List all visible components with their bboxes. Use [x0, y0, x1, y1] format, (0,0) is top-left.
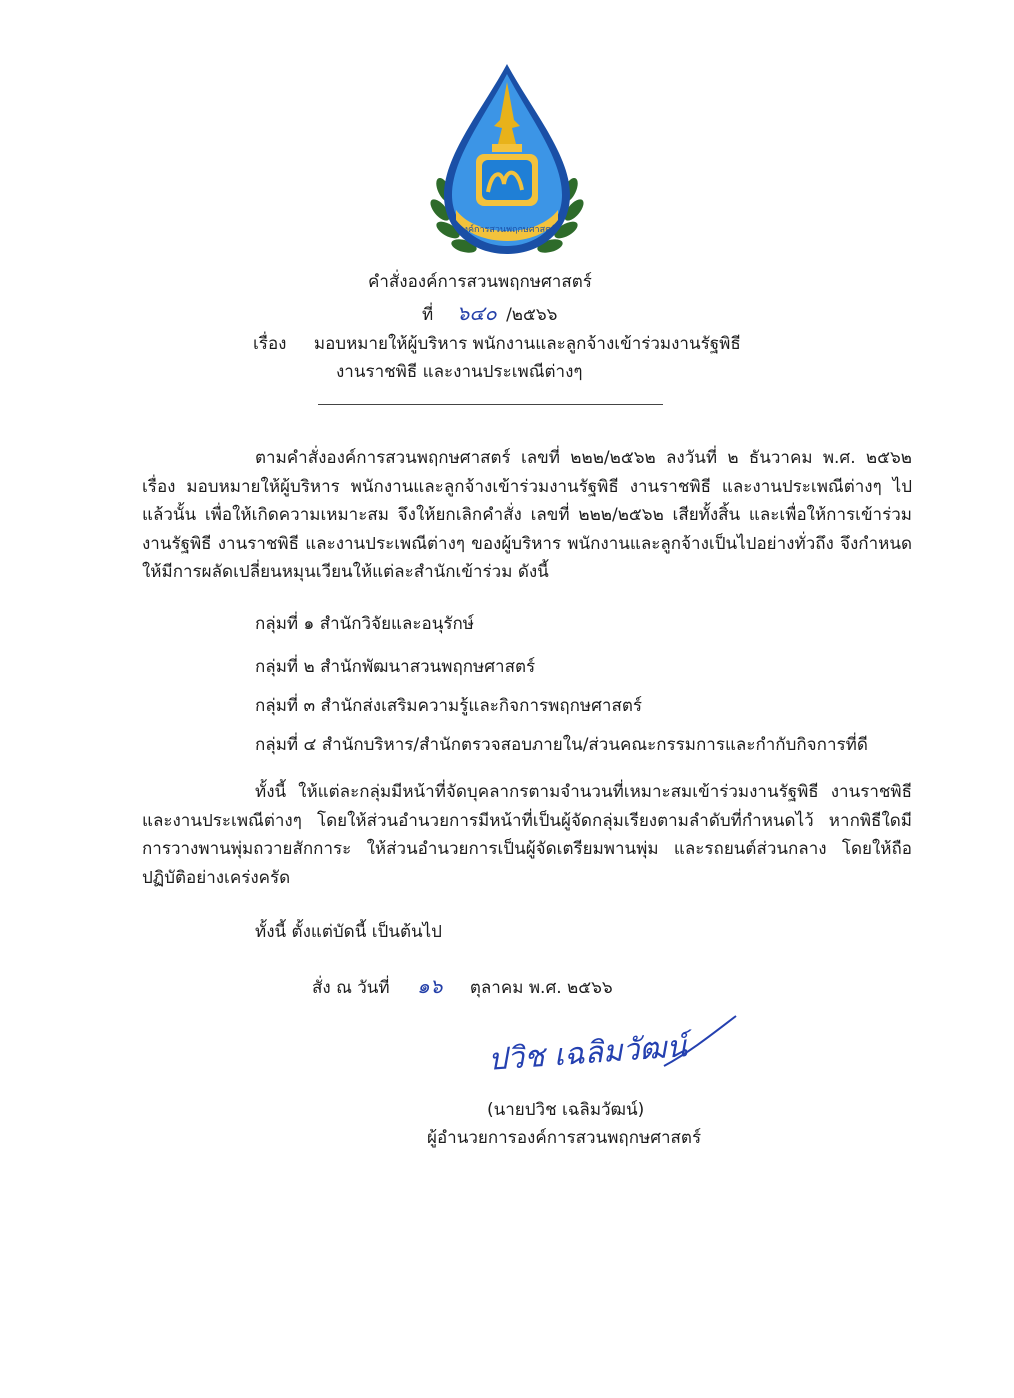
order-number-handwritten: ๖๔๐ [456, 301, 497, 325]
logo-ribbon-text: องค์การสวนพฤกษศาสตร์ [458, 225, 556, 235]
order-title: คำสั่งองค์การสวนพฤกษศาสตร์ [368, 272, 592, 292]
header-divider [318, 404, 663, 405]
signatory-name: (นายปวิช เฉลิมวัฒน์) [487, 1100, 645, 1120]
order-date-rest: ตุลาคม พ.ศ. ๒๕๖๖ [469, 978, 613, 998]
body-paragraph-2-block [142, 778, 912, 892]
body-paragraph-1: ตามคำสั่งองค์การสวนพฤกษศาสตร์ เลขที่ ๒๒๒/๒๕๖๒ ลงวันที่ ๒ ธันวาคม พ.ศ. ๒๕๖๒ เรื่อง มอบหมายให้ผู้บริหาร พนักงานและลูกจ้างเข้าร่วมงานรัฐพิธี งานราชพิธี และงานประเพณีต่างๆ ไปแล้วนั้น เพื่อให้เกิดความเหมาะสม จึงให้ยกเลิกคำสั่ง เลขที่ ๒๒๒/๒๕๖๒ เสียทั้งสิ้น และเพื่อให้การเข้าร่วมงานรัฐพิธี งานราชพิธี และงานประเพณีต่างๆ ของผู้บริหาร พนักงานและลูกจ้างเป็นไปอย่างทั่วถึง จึงกำหนดให้มีการผลัดเปลี่ยนหมุนเวียนให้แต่ละสำนักเข้าร่วม ดังนี้ [142, 448, 912, 582]
handwritten-signature: ปวิช เฉลิมวัฒน์ [487, 1029, 689, 1078]
signature-flourish-icon [660, 1012, 740, 1072]
order-date-line [312, 970, 613, 1002]
order-number-line [422, 297, 557, 329]
subject-line-1 [253, 330, 741, 357]
body-paragraph-1-block [142, 444, 912, 587]
signatory-position: ผู้อำนวยการองค์การสวนพฤกษศาสตร์ [427, 1128, 702, 1148]
group-item: กลุ่มที่ ๔ สำนักบริหาร/สำนักตรวจสอบภายใน/ส่วนคณะกรรมการและกำกับกิจการที่ดี [255, 735, 868, 755]
order-date-prefix: สั่ง ณ วันที่ [312, 978, 390, 998]
organization-crest-icon [422, 60, 592, 260]
group-item: กลุ่มที่ ๓ สำนักส่งเสริมความรู้และกิจการพฤกษศาสตร์ [255, 696, 642, 716]
order-number-prefix: ที่ [422, 305, 434, 325]
group-item: กลุ่มที่ ๑ สำนักวิจัยและอนุรักษ์ [255, 614, 474, 634]
group-item: กลุ่มที่ ๒ สำนักพัฒนาสวนพฤกษศาสตร์ [255, 657, 536, 677]
subject-text-1: มอบหมายให้ผู้บริหาร พนักงานและลูกจ้างเข้าร่วมงานรัฐพิธี [313, 334, 741, 354]
body-paragraph-2: ทั้งนี้ ให้แต่ละกลุ่มมีหน้าที่จัดบุคลากรตามจำนวนที่เหมาะสมเข้าร่วมงานรัฐพิธี งานราชพิธี และงานประเพณีต่างๆ โดยให้ส่วนอำนวยการมีหน้าที่เป็นผู้จัดกลุ่มเรียงตามลำดับที่กำหนดไว้ หากพิธีใดมีการวางพานพุ่มถวายสักการะ ให้ส่วนอำนวยการเป็นผู้จัดเตรียมพานพุ่ม และรถยนต์ส่วนกลาง โดยให้ถือปฏิบัติอย่างเคร่งครัด [142, 782, 912, 888]
order-date-day-handwritten: ๑๖ [417, 974, 443, 998]
order-number-suffix: /๒๕๖๖ [506, 305, 558, 325]
effective-line: ทั้งนี้ ตั้งแต่บัดนี้ เป็นต้นไป [255, 922, 442, 942]
subject-label: เรื่อง [253, 334, 287, 354]
subject-line-2: งานราชพิธี และงานประเพณีต่างๆ [336, 362, 583, 382]
